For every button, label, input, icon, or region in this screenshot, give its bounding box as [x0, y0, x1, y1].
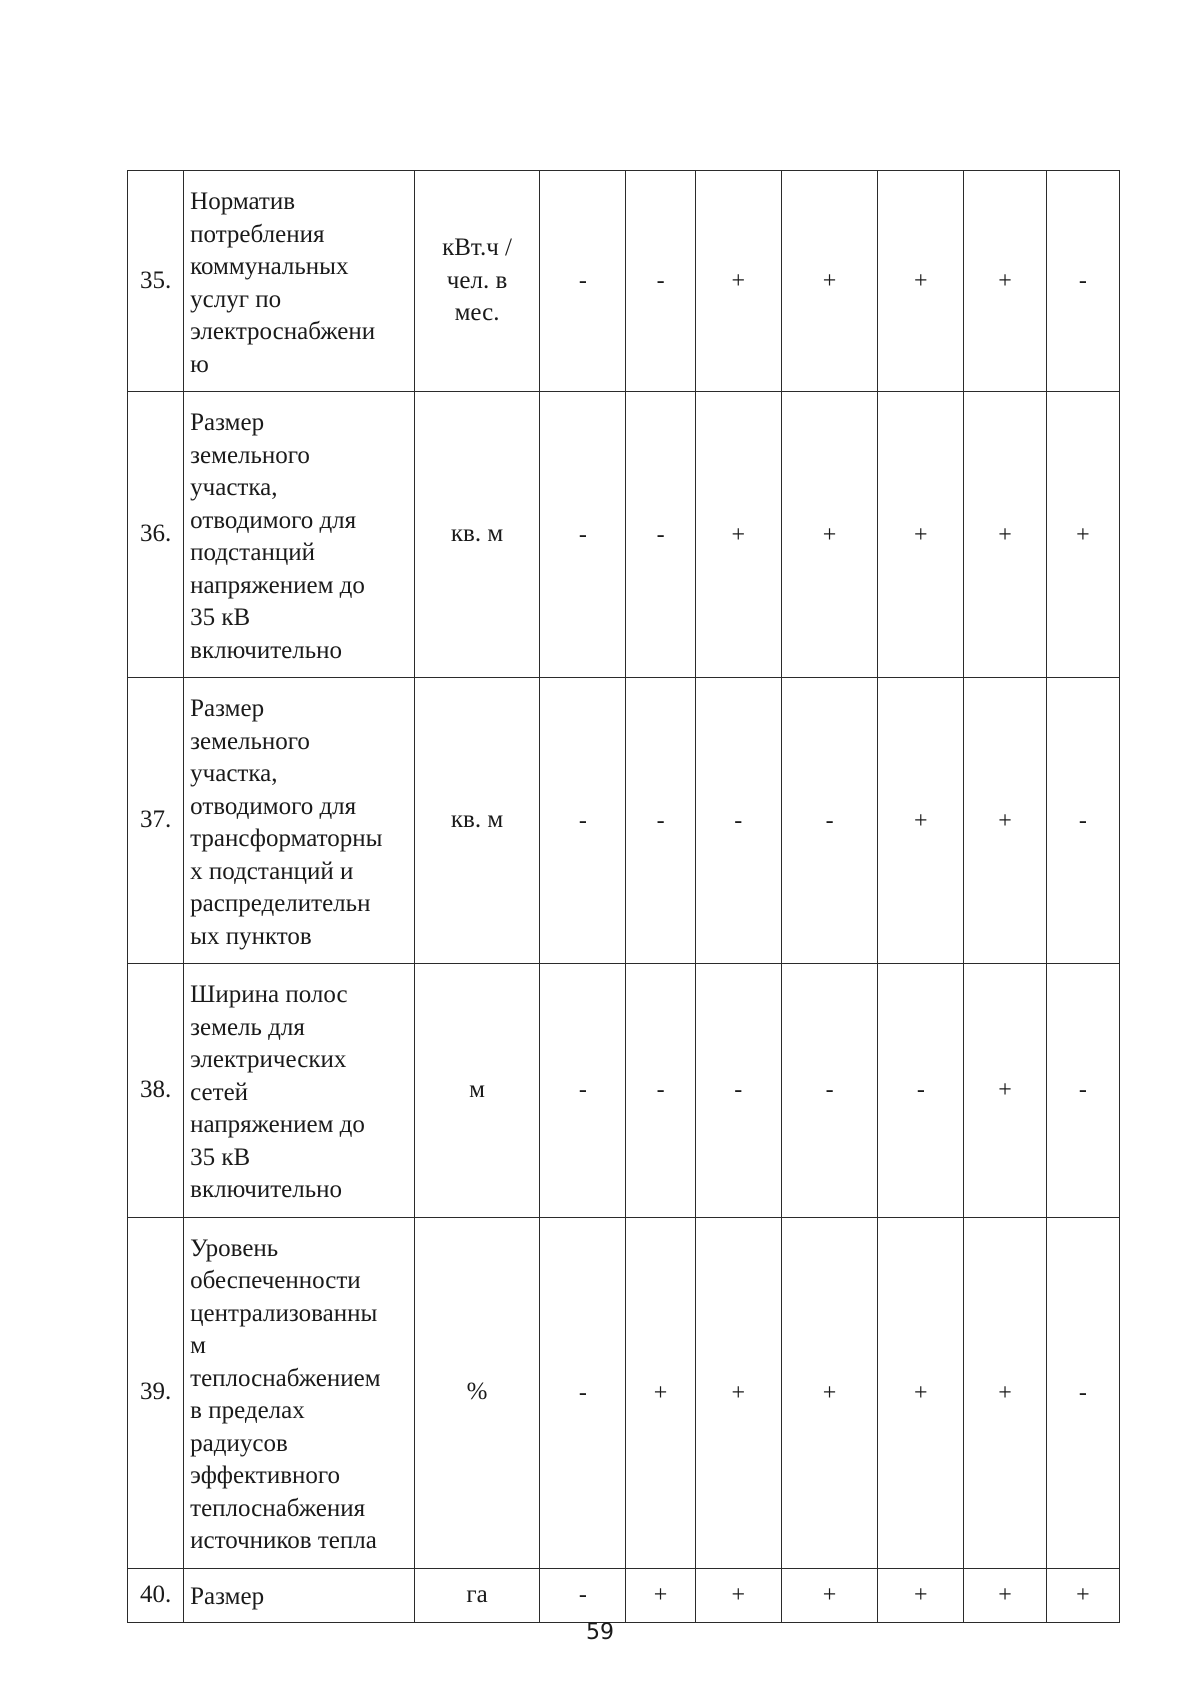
mark-cell: -: [878, 964, 964, 1218]
indicator-name: Уровень обеспеченности централизованны м теплоснабжением в пределах радиусов эффективного теплоснабжения источников тепла: [184, 1217, 415, 1568]
row-number: 36.: [128, 392, 184, 678]
mark-cell: +: [964, 171, 1046, 392]
unit-of-measure: кв. м: [414, 392, 539, 678]
mark-cell: -: [626, 678, 695, 964]
mark-cell: -: [1046, 1217, 1119, 1568]
mark-cell: +: [781, 392, 877, 678]
mark-cell: +: [878, 392, 964, 678]
indicator-name: Ширина полос земель для электрических сетей напряжением до 35 кВ включительно: [184, 964, 415, 1218]
table-row: [128, 964, 1120, 1218]
mark-cell: +: [964, 964, 1046, 1218]
mark-cell: -: [626, 964, 695, 1218]
mark-cell: -: [1046, 964, 1119, 1218]
mark-cell: -: [540, 1217, 626, 1568]
mark-cell: +: [1046, 392, 1119, 678]
mark-cell: +: [878, 171, 964, 392]
mark-cell: +: [695, 1217, 781, 1568]
mark-cell: +: [781, 171, 877, 392]
mark-cell: -: [540, 392, 626, 678]
row-number: 35.: [128, 171, 184, 392]
mark-cell: +: [695, 392, 781, 678]
mark-cell: +: [964, 1217, 1046, 1568]
row-number: 40.: [128, 1568, 184, 1622]
unit-of-measure: га: [414, 1568, 539, 1622]
row-number: 38.: [128, 964, 184, 1218]
mark-cell: -: [540, 1568, 626, 1622]
table-row: [128, 392, 1120, 678]
table-row: [128, 678, 1120, 964]
mark-cell: +: [695, 1568, 781, 1622]
mark-cell: +: [878, 1568, 964, 1622]
mark-cell: -: [781, 678, 877, 964]
mark-cell: +: [626, 1568, 695, 1622]
mark-cell: -: [1046, 678, 1119, 964]
unit-of-measure: кВт.ч / чел. в мес.: [414, 171, 539, 392]
mark-cell: -: [695, 678, 781, 964]
indicator-name: Размер земельного участка, отводимого для трансформаторны х подстанций и распределительн ых пунктов: [184, 678, 415, 964]
row-number: 37.: [128, 678, 184, 964]
table-body: [128, 171, 1120, 1623]
mark-cell: -: [540, 964, 626, 1218]
mark-cell: -: [1046, 171, 1119, 392]
indicator-table: [127, 170, 1120, 1623]
table-row: [128, 1217, 1120, 1568]
row-number: 39.: [128, 1217, 184, 1568]
indicator-name: Размер: [184, 1568, 415, 1622]
mark-cell: +: [964, 392, 1046, 678]
mark-cell: -: [626, 171, 695, 392]
mark-cell: -: [626, 392, 695, 678]
mark-cell: +: [878, 678, 964, 964]
mark-cell: +: [695, 171, 781, 392]
page-number: 59: [586, 1620, 614, 1645]
mark-cell: -: [695, 964, 781, 1218]
mark-cell: +: [878, 1217, 964, 1568]
mark-cell: +: [964, 678, 1046, 964]
mark-cell: +: [781, 1568, 877, 1622]
indicator-name: Норматив потребления коммунальных услуг по электроснабжени ю: [184, 171, 415, 392]
mark-cell: -: [540, 678, 626, 964]
table-row: [128, 1568, 1120, 1622]
indicator-name: Размер земельного участка, отводимого для подстанций напряжением до 35 кВ включительно: [184, 392, 415, 678]
mark-cell: +: [964, 1568, 1046, 1622]
mark-cell: +: [1046, 1568, 1119, 1622]
table-row: [128, 171, 1120, 392]
mark-cell: +: [626, 1217, 695, 1568]
unit-of-measure: кв. м: [414, 678, 539, 964]
mark-cell: -: [781, 964, 877, 1218]
unit-of-measure: %: [414, 1217, 539, 1568]
mark-cell: -: [540, 171, 626, 392]
mark-cell: +: [781, 1217, 877, 1568]
unit-of-measure: м: [414, 964, 539, 1218]
